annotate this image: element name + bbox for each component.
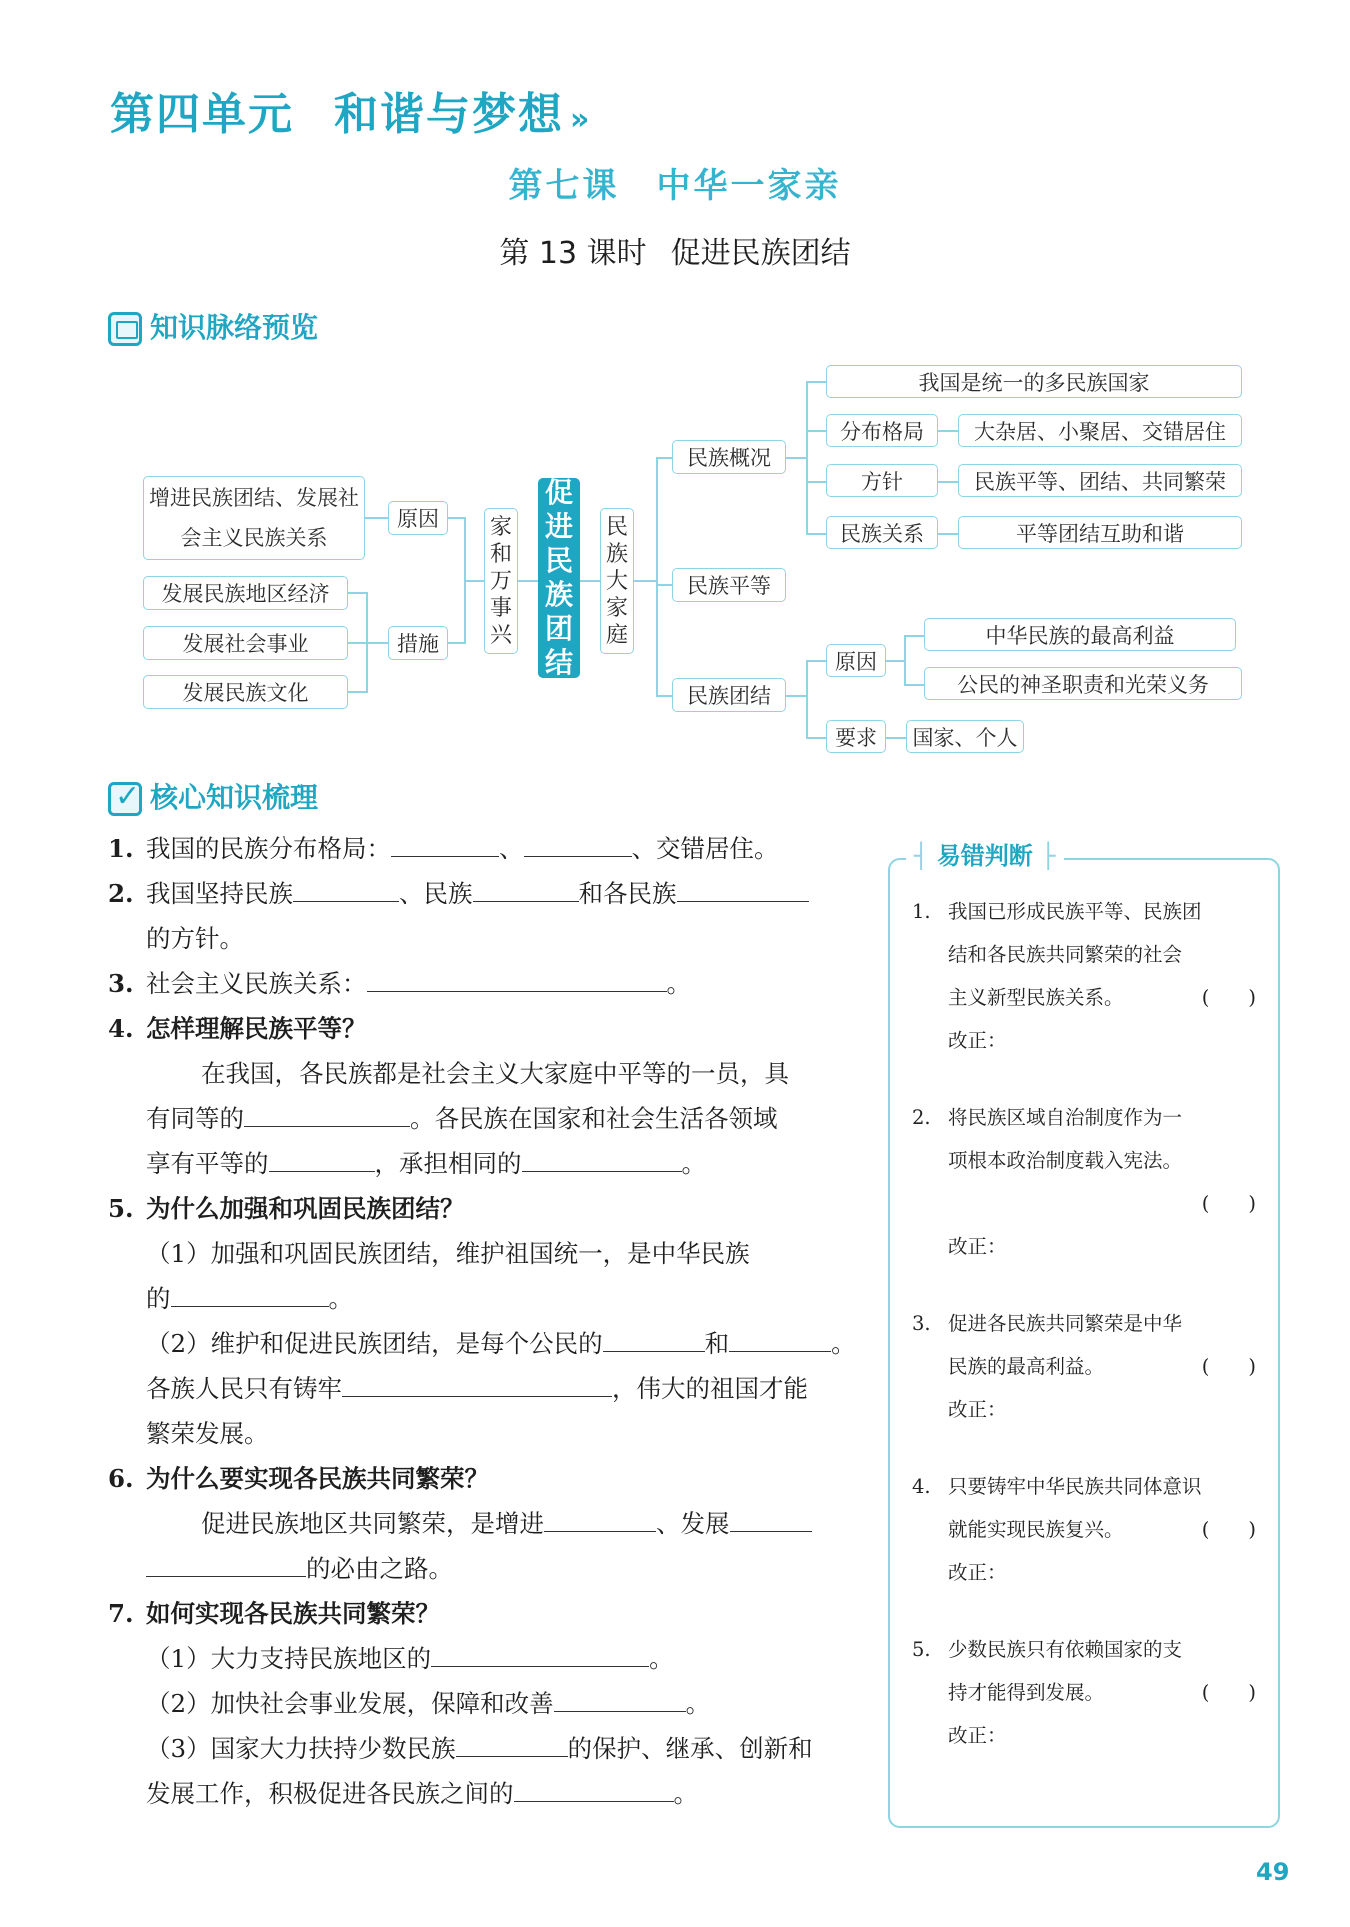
- answer-parentheses[interactable]: ( ): [1201, 1192, 1256, 1215]
- page-number: 49: [1256, 1858, 1290, 1886]
- question-3: 3. 社会主义民族关系： 。: [108, 961, 853, 1006]
- unity-reason-2: 公民的神圣职责和光荣义务: [924, 667, 1242, 700]
- center-topic-label: 促进民族团结: [545, 476, 574, 679]
- unit-label: 第四单元: [110, 89, 294, 140]
- measure-box-2: 发展社会事业: [143, 626, 348, 660]
- answer-blank[interactable]: [171, 1278, 329, 1307]
- answer-blank[interactable]: [269, 1143, 375, 1172]
- unity-require-label: 要求: [826, 720, 886, 753]
- answer-blank[interactable]: [514, 1773, 674, 1802]
- measures-label-box: 措施: [388, 626, 448, 660]
- error-item-4: 4. 只要铸牢中华民族共同体意识 就能实现民族复兴。 ( ) 改正：: [912, 1475, 1256, 1584]
- error-item-3: 3. 促进各民族共同繁荣是中华 民族的最高利益。 ( ) 改正：: [912, 1312, 1256, 1421]
- answer-parentheses[interactable]: ( ): [1201, 1518, 1256, 1541]
- right-branch-box: [600, 508, 634, 654]
- error-item-5: 5. 少数民族只有依赖国家的支 持才能得到发展。 ( ) 改正：: [912, 1638, 1256, 1747]
- section-knowledge-preview: [108, 306, 318, 346]
- answer-blank[interactable]: [522, 1143, 682, 1172]
- unity-reason-1: 中华民族的最高利益: [924, 618, 1236, 651]
- section-core-knowledge: [108, 776, 318, 816]
- answer-parentheses[interactable]: ( ): [1201, 1681, 1256, 1704]
- error-check-list: [912, 890, 1264, 1791]
- correction-label: 改正：: [948, 1235, 1007, 1258]
- section-title: 知识脉络预览: [150, 311, 319, 344]
- correction-label: 改正：: [948, 1561, 1007, 1584]
- question-list: 1. 我国的民族分布格局： 、 、交错居住。 2. 我国坚持民族 、民族 和各民族 的方针。 3. 社会主义民族关系： 。 4. 怎样理解民族平等？ 在我国，各民族都是社会主义大家庭中平等的一员，具 有同等的 。各民族在国家和社会生活各领域 享有平等的 ，承担相同的 。 5. 为什么加强和巩固民族团结？ （1）加强和巩固民族团结，维护祖国统一，是中华民族 的 。 （2）维护和促进民族团结，是每个公民的 和 。 各族人民只有铸牢 ，伟大的祖国才能 繁荣发展。 6. 为什么要实现各民族共同繁荣？ 促进民族地区共同繁荣，是增进 、发展 的必由之路。 7. 如何实现各民族共同繁荣？ （1）大力支持民族地区的 。 （2）加快社会事业发展，保障和改善 。 （3）国家大力扶持少数民族 的保护、继承、创新和 发展工作，积极促进各民族之间的 。: [108, 826, 853, 1816]
- measure-box-3: 发展民族文化: [143, 675, 348, 709]
- overview-row-2-label: 方针: [826, 464, 938, 497]
- answer-blank[interactable]: [524, 828, 632, 857]
- unity-reason-label: 原因: [826, 644, 886, 677]
- overview-row-3-value: 平等团结互助和谐: [958, 516, 1242, 549]
- question-5: 5. 为什么加强和巩固民族团结？: [108, 1194, 465, 1223]
- answer-blank[interactable]: [677, 873, 809, 902]
- double-chevron-icon: »: [570, 102, 592, 137]
- overview-row-1-label: 分布格局: [826, 414, 938, 447]
- answer-blank[interactable]: [293, 873, 399, 902]
- answer-blank[interactable]: [244, 1098, 410, 1127]
- correction-label: 改正：: [948, 1398, 1007, 1421]
- question-4: 4. 怎样理解民族平等？: [108, 1014, 367, 1043]
- left-branch-box: [484, 508, 518, 654]
- answer-blank[interactable]: [730, 1503, 812, 1532]
- reason-text-box: 增进民族团结、发展社会主义民族关系: [143, 476, 365, 560]
- answer-blank[interactable]: [729, 1323, 831, 1352]
- overview-box: 民族概况: [672, 440, 786, 474]
- period-name: 促进民族团结: [670, 236, 851, 271]
- right-branch-label: 民族大家庭: [606, 514, 629, 648]
- question-6: 6. 为什么要实现各民族共同繁荣？: [108, 1464, 489, 1493]
- correction-label: 改正：: [948, 1029, 1007, 1052]
- unit-name: 和谐与梦想: [334, 89, 564, 140]
- correction-label: 改正：: [948, 1724, 1007, 1747]
- period-title: [0, 228, 1350, 272]
- overview-row-1-value: 大杂居、小聚居、交错居住: [958, 414, 1242, 447]
- left-branch-label: 家和万事兴: [490, 514, 513, 648]
- question-7: 7. 如何实现各民族共同繁荣？: [108, 1599, 440, 1628]
- unit-title: [110, 78, 591, 142]
- book-icon: [108, 312, 142, 346]
- answer-blank[interactable]: [473, 873, 579, 902]
- section-title: 核心知识梳理: [150, 781, 319, 814]
- answer-blank[interactable]: [431, 1638, 649, 1667]
- unity-box: 民族团结: [672, 678, 786, 712]
- answer-blank[interactable]: [456, 1728, 568, 1757]
- answer-parentheses[interactable]: ( ): [1201, 1355, 1256, 1378]
- overview-row-2-value: 民族平等、团结、共同繁荣: [958, 464, 1242, 497]
- answer-blank[interactable]: [554, 1683, 686, 1712]
- reason-label-box: 原因: [388, 501, 448, 535]
- unity-require-value: 国家、个人: [906, 720, 1024, 753]
- question-2: 2. 我国坚持民族 、民族 和各民族: [108, 871, 853, 916]
- equality-box: 民族平等: [672, 568, 786, 602]
- question-1: 1. 我国的民族分布格局： 、 、交错居住。: [108, 826, 853, 871]
- answer-blank[interactable]: [146, 1548, 306, 1577]
- checkbox-icon: [108, 782, 142, 816]
- answer-blank[interactable]: [367, 963, 667, 992]
- answer-blank[interactable]: [603, 1323, 705, 1352]
- answer-blank[interactable]: [391, 828, 499, 857]
- error-check-title: ┤ 易错判断 ├: [906, 836, 1064, 871]
- answer-blank[interactable]: [544, 1503, 656, 1532]
- answer-blank[interactable]: [342, 1368, 612, 1397]
- period-label: 第 13 课时: [499, 236, 647, 271]
- error-item-1: 1. 我国已形成民族平等、民族团 结和各民族共同繁荣的社会 主义新型民族关系。 ( ) 改正：: [912, 900, 1256, 1052]
- lesson-title: 第七课 中华一家亲: [508, 166, 842, 206]
- measure-box-1: 发展民族地区经济: [143, 576, 348, 610]
- answer-parentheses[interactable]: ( ): [1201, 986, 1256, 1009]
- center-topic-box: [538, 478, 580, 678]
- overview-row-3-label: 民族关系: [826, 516, 938, 549]
- error-item-2: 2. 将民族区域自治制度作为一 项根本政治制度载入宪法。 ( ) 改正：: [912, 1106, 1256, 1258]
- overview-top-box: 我国是统一的多民族国家: [826, 365, 1242, 398]
